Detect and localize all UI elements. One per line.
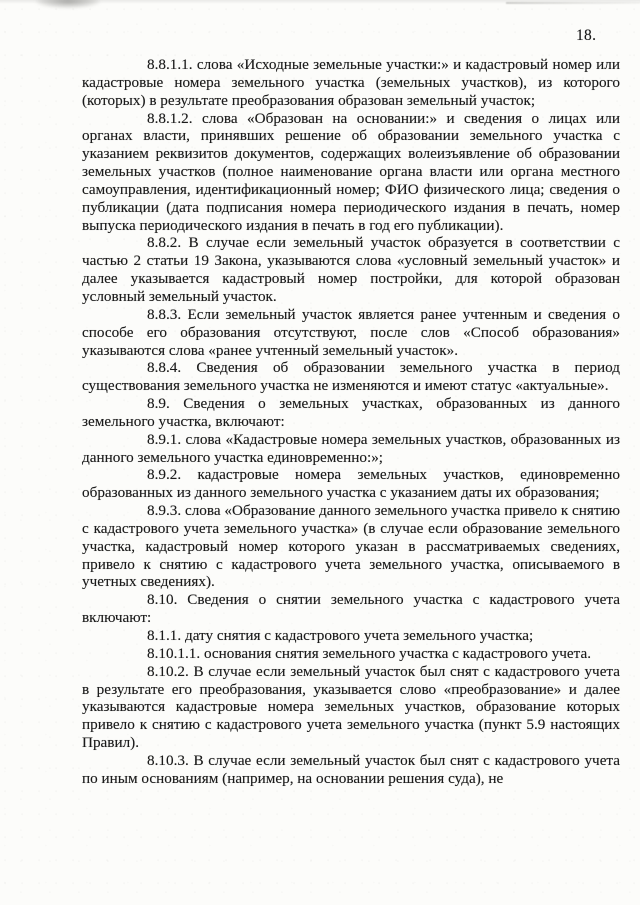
paragraph-8-10: 8.10. Сведения о снятии земельного участка с кадастрового учета включают: [82, 591, 620, 627]
paragraph-8-9-1: 8.9.1. слова «Кадастровые номера земельных участков, образованных из данного земельного участка единовременно:»; [82, 430, 620, 466]
paragraph-8-10-3: 8.10.3. В случае если земельный участок был снят с кадастрового учета по иным основаниям (например, на основании решения суда), не [82, 751, 620, 787]
paragraph-8-10-2: 8.10.2. В случае если земельный участок был снят с кадастрового учета в результате его преобразования, указывается слово «преобразование» и далее указываются кадастровые номера земельных участков, образование которых привело к снятию с кадастрового учета земельного участка (пункт 5.9 настоящих Правил). [82, 662, 620, 752]
paragraph-8-8-1-2: 8.8.1.2. слова «Образован на основании:» и сведения о лицах или органах власти, принявших решение об образовании земельного участка с указанием реквизитов документов, содержащих волеизъявление об образовании земельных участков (полное наименование органа власти или органа местного самоуправления, идентификационный номер; ФИО физического лица; сведения о публикации (дата подписания номера периодического издания в печать, номер выпуска периодического издания в печать в год его публикации). [82, 109, 620, 234]
scan-line-artifact [506, 2, 640, 4]
paragraph-8-9: 8.9. Сведения о земельных участках, образованных из данного земельного участка, включают: [82, 395, 620, 430]
paragraph-8-8-1-1: 8.8.1.1. слова «Исходные земельные участки:» и кадастровый номер или кадастровые номера земельного участка (земельных участков), из которого (которых) в результате преобразования образован земельный участок; [82, 56, 620, 109]
paragraph-8-9-3: 8.9.3. слова «Образование данного земельного участка привело к снятию с кадастрового учета земельного участка» (в случае если образование земельного участка, кадастровый номер которого указан в рассматриваемых сведениях, привело к снятию с кадастрового учета земельного участка, описываемого в учетных сведениях). [82, 502, 620, 591]
page-number: 18. [576, 27, 597, 44]
paragraph-8-9-2: 8.9.2. кадастровые номера земельных участков, единовременно образованных из данного земельного участка с указанием даты их образования; [82, 466, 620, 502]
document-text-block [82, 56, 620, 788]
paragraph-8-8-4: 8.8.4. Сведения об образовании земельного участка в период существования земельного участка не изменяются и имеют статус «актуальные». [82, 359, 620, 395]
paragraph-8-8-3: 8.8.3. Если земельный участок является ранее учтенным и сведения о способе его образования отсутствуют, после слов «Способ образования» указываются слова «ранее учтенный земельный участок». [82, 305, 620, 359]
paragraph-8-1-1: 8.1.1. дату снятия с кадастрового учета земельного участка; [147, 627, 534, 644]
paragraph-8-10-1-1: 8.10.1.1. основания снятия земельного участка с кадастрового учета. [147, 644, 592, 662]
scan-smudge-artifact [36, 0, 100, 8]
paragraph-8-8-2: 8.8.2. В случае если земельный участок образуется в соответствии с частью 2 статьи 19 Закона, указываются слова «условный земельный участок» и далее указывается кадастровый номер постройки, для которой образован условный земельный участок. [82, 234, 620, 305]
